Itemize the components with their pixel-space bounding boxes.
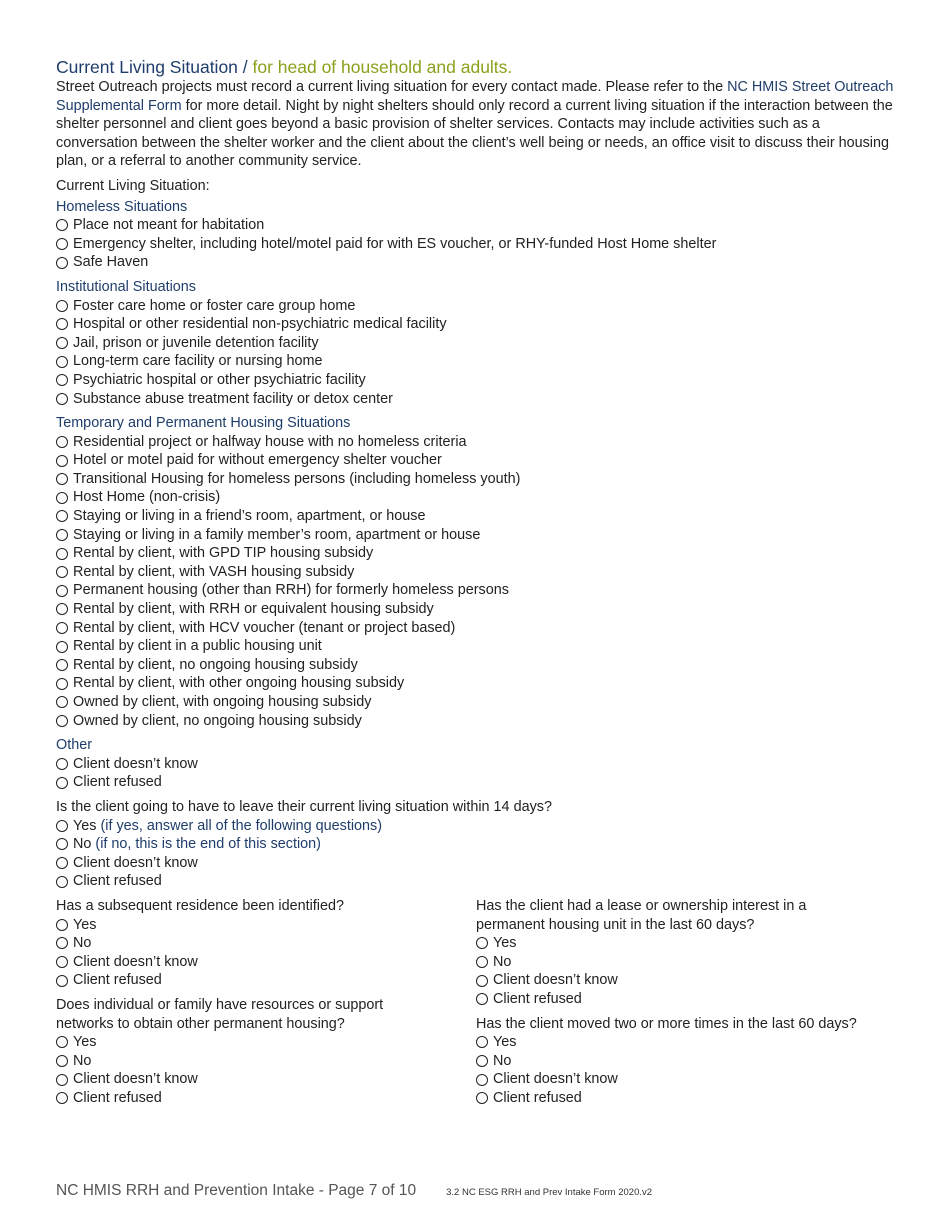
option-label: Client doesn’t know — [73, 1071, 198, 1088]
page-footer — [56, 1182, 652, 1200]
lease-question — [476, 897, 894, 934]
radio-circle-icon[interactable] — [56, 300, 68, 312]
question-line-2: permanent housing unit in the last 60 days? — [476, 916, 755, 933]
supplemental-form-link[interactable]: NC HMIS Street Outreach Supplemental Form — [56, 79, 894, 114]
radio-circle-icon[interactable] — [56, 473, 68, 485]
option-label: Yes — [493, 935, 517, 952]
radio-option[interactable] — [56, 1052, 476, 1071]
radio-circle-icon[interactable] — [56, 641, 68, 653]
radio-circle-icon[interactable] — [56, 393, 68, 405]
radio-circle-icon[interactable] — [56, 356, 68, 368]
radio-circle-icon[interactable] — [56, 838, 68, 850]
radio-option[interactable] — [476, 1089, 894, 1108]
option-label: No — [73, 1052, 92, 1069]
option-label: Yes — [73, 916, 97, 933]
radio-circle-icon[interactable] — [476, 937, 488, 949]
temporary-options — [56, 433, 894, 731]
radio-circle-icon[interactable] — [56, 937, 68, 949]
radio-option[interactable] — [56, 693, 894, 712]
radio-option-yes[interactable] — [56, 817, 894, 836]
radio-circle-icon[interactable] — [56, 876, 68, 888]
radio-circle-icon[interactable] — [56, 1036, 68, 1048]
radio-option[interactable] — [56, 390, 894, 409]
option-label: No — [493, 953, 512, 970]
option-label: Owned by client, with ongoing housing subsidy — [73, 694, 372, 710]
radio-circle-icon[interactable] — [56, 758, 68, 770]
followup-questions — [56, 897, 894, 1108]
radio-option[interactable] — [476, 1052, 894, 1071]
radio-option[interactable] — [56, 934, 476, 953]
intro-text-2: for more detail. Night by night shelters should only record a current living situation if the interaction between the shelter personnel and client goes beyond a basic provision of shelter services. Contacts may include activities such as a conversation between the shelter worker and the client about the client’s well being or needs, an office visit to discuss their housing plan, or a referral to another community service. — [56, 97, 893, 170]
option-label: Long-term care facility or nursing home — [73, 353, 323, 370]
option-label: Client refused — [73, 1089, 162, 1106]
radio-option[interactable] — [56, 600, 894, 619]
radio-option[interactable] — [56, 953, 476, 972]
option-label: Client doesn’t know — [73, 755, 198, 772]
radio-circle-icon[interactable] — [476, 975, 488, 987]
radio-option[interactable] — [56, 371, 894, 390]
radio-circle-icon[interactable] — [56, 318, 68, 330]
option-label: Client doesn’t know — [493, 1071, 618, 1088]
option-label: Staying or living in a friend’s room, apartment, or house — [73, 508, 426, 525]
other-options — [56, 755, 894, 792]
radio-circle-icon[interactable] — [476, 1055, 488, 1067]
option-label: Rental by client, no ongoing housing subsidy — [73, 656, 358, 673]
option-label: Client refused — [73, 774, 162, 791]
radio-circle-icon[interactable] — [56, 1092, 68, 1104]
radio-circle-icon[interactable] — [56, 238, 68, 250]
radio-circle-icon[interactable] — [56, 1055, 68, 1067]
radio-option[interactable] — [56, 674, 894, 693]
option-label: Hotel or motel paid for without emergency shelter voucher — [73, 452, 442, 469]
radio-circle-icon[interactable] — [56, 436, 68, 448]
radio-circle-icon[interactable] — [56, 510, 68, 522]
radio-option[interactable] — [56, 470, 894, 489]
institutional-heading: Institutional Situations — [56, 278, 196, 295]
option-label: Permanent housing (other than RRH) for formerly homeless persons — [73, 582, 509, 599]
option-label: Client refused — [73, 972, 162, 989]
radio-circle-icon[interactable] — [56, 659, 68, 671]
radio-option[interactable] — [56, 297, 894, 316]
intro-text-1: Street Outreach projects must record a current living situation for every contact made. Please refer to the — [56, 79, 728, 95]
radio-circle-icon[interactable] — [56, 548, 68, 560]
option-label: Psychiatric hospital or other psychiatric facility — [73, 371, 366, 388]
radio-circle-icon[interactable] — [476, 956, 488, 968]
radio-circle-icon[interactable] — [56, 622, 68, 634]
radio-option[interactable] — [56, 637, 894, 656]
form-page — [56, 56, 894, 1107]
question-line-2: networks to obtain other permanent housing? — [56, 1015, 345, 1032]
option-label: Place not meant for habitation — [73, 217, 265, 234]
option-label: No — [73, 935, 92, 952]
option-note: (if yes, answer all of the following questions) — [100, 817, 383, 834]
radio-option[interactable] — [56, 712, 894, 731]
option-label: Foster care home or foster care group home — [73, 297, 356, 314]
radio-option[interactable] — [56, 544, 894, 563]
moved-question: Has the client moved two or more times in the last 60 days? — [476, 1015, 857, 1032]
title-main: Current Living Situation — [56, 57, 238, 77]
homeless-options — [56, 216, 894, 272]
radio-option[interactable] — [56, 656, 894, 675]
radio-option[interactable] — [56, 315, 894, 334]
radio-option[interactable] — [56, 526, 894, 545]
radio-option[interactable] — [56, 971, 476, 990]
option-label: Rental by client, with VASH housing subsidy — [73, 563, 355, 580]
title-separator: / — [237, 57, 253, 77]
option-label: Host Home (non-crisis) — [73, 489, 221, 506]
footer-version: 3.2 NC ESG RRH and Prev Intake Form 2020.v2 — [446, 1187, 653, 1198]
radio-option-dk[interactable] — [56, 854, 894, 873]
option-label: Jail, prison or juvenile detention facility — [73, 334, 319, 351]
radio-option[interactable] — [56, 488, 894, 507]
option-label: Client refused — [493, 990, 582, 1007]
radio-option[interactable] — [56, 1033, 476, 1052]
radio-circle-icon[interactable] — [56, 603, 68, 615]
option-label: Client refused — [73, 873, 162, 890]
radio-circle-icon[interactable] — [56, 1074, 68, 1086]
option-label: Safe Haven — [73, 254, 149, 271]
section-title — [56, 56, 894, 78]
radio-circle-icon[interactable] — [56, 337, 68, 349]
option-label: Emergency shelter, including hotel/motel paid for with ES voucher, or RHY-funded Host Home shelter — [73, 235, 717, 252]
radio-option-refused[interactable] — [56, 872, 894, 891]
radio-option[interactable] — [56, 1089, 476, 1108]
intro-paragraph — [56, 78, 894, 171]
radio-option[interactable] — [56, 507, 894, 526]
option-label: Client doesn’t know — [493, 972, 618, 989]
question-line-1: Does individual or family have resources or support — [56, 996, 384, 1013]
radio-option[interactable] — [56, 563, 894, 582]
option-label: Rental by client, with other ongoing housing subsidy — [73, 675, 405, 692]
radio-circle-icon[interactable] — [56, 678, 68, 690]
left-column — [56, 897, 476, 1108]
question-line-1: Has the client had a lease or ownership interest in a — [476, 897, 807, 914]
option-label: Residential project or halfway house with no homeless criteria — [73, 433, 467, 450]
radio-option[interactable] — [56, 773, 894, 792]
other-heading: Other — [56, 737, 92, 754]
radio-circle-icon[interactable] — [56, 919, 68, 931]
radio-circle-icon[interactable] — [56, 956, 68, 968]
option-label: Owned by client, no ongoing housing subsidy — [73, 712, 362, 729]
radio-option[interactable] — [56, 451, 894, 470]
radio-option[interactable] — [56, 253, 894, 272]
leave-question: Is the client going to have to leave their current living situation within 14 days? — [56, 798, 552, 815]
option-label: Yes — [493, 1034, 517, 1051]
radio-option[interactable] — [476, 1070, 894, 1089]
option-label: No — [73, 836, 92, 853]
radio-circle-icon[interactable] — [56, 566, 68, 578]
option-label: Yes — [73, 817, 97, 834]
option-label: Client doesn’t know — [73, 953, 198, 970]
radio-option[interactable] — [56, 433, 894, 452]
option-label: Hospital or other residential non-psychiatric medical facility — [73, 316, 447, 333]
option-note: (if no, this is the end of this section) — [95, 836, 321, 853]
option-label: Yes — [73, 1034, 97, 1051]
radio-option[interactable] — [476, 971, 894, 990]
radio-option[interactable] — [56, 619, 894, 638]
radio-circle-icon[interactable] — [56, 777, 68, 789]
option-label: Rental by client, with RRH or equivalent housing subsidy — [73, 601, 434, 618]
leave-options — [56, 817, 894, 891]
temporary-heading: Temporary and Permanent Housing Situations — [56, 415, 351, 432]
option-label: Client doesn’t know — [73, 854, 198, 871]
footer-page-label: NC HMIS RRH and Prevention Intake - Page 7 of 10 — [56, 1182, 417, 1199]
radio-circle-icon[interactable] — [476, 1036, 488, 1048]
radio-option[interactable] — [56, 216, 894, 235]
title-subtitle: for head of household and adults. — [252, 57, 513, 77]
radio-option[interactable] — [476, 1033, 894, 1052]
option-label: Client refused — [493, 1089, 582, 1106]
radio-circle-icon[interactable] — [476, 1092, 488, 1104]
radio-circle-icon[interactable] — [56, 529, 68, 541]
radio-option[interactable] — [56, 334, 894, 353]
radio-option[interactable] — [56, 916, 476, 935]
radio-option[interactable] — [56, 581, 894, 600]
radio-circle-icon[interactable] — [56, 857, 68, 869]
homeless-heading: Homeless Situations — [56, 198, 188, 215]
radio-circle-icon[interactable] — [56, 257, 68, 269]
radio-option[interactable] — [56, 235, 894, 254]
radio-option[interactable] — [476, 934, 894, 953]
option-label: Transitional Housing for homeless persons (including homeless youth) — [73, 470, 521, 487]
radio-option[interactable] — [476, 990, 894, 1009]
radio-circle-icon[interactable] — [56, 715, 68, 727]
option-label: Rental by client, with HCV voucher (tenant or project based) — [73, 619, 456, 636]
radio-circle-icon[interactable] — [56, 374, 68, 386]
radio-circle-icon[interactable] — [56, 219, 68, 231]
right-column — [476, 897, 894, 1108]
cls-label: Current Living Situation: — [56, 177, 210, 194]
option-label: Staying or living in a family member’s room, apartment or house — [73, 526, 481, 543]
institutional-options — [56, 297, 894, 409]
radio-circle-icon[interactable] — [476, 1074, 488, 1086]
radio-option[interactable] — [56, 1070, 476, 1089]
radio-circle-icon[interactable] — [476, 993, 488, 1005]
radio-circle-icon[interactable] — [56, 820, 68, 832]
radio-option[interactable] — [56, 755, 894, 774]
option-label: No — [493, 1052, 512, 1069]
radio-circle-icon[interactable] — [56, 492, 68, 504]
radio-circle-icon[interactable] — [56, 696, 68, 708]
option-label: Substance abuse treatment facility or detox center — [73, 390, 393, 407]
subsequent-residence-question: Has a subsequent residence been identified? — [56, 897, 345, 914]
radio-option[interactable] — [56, 352, 894, 371]
option-label: Rental by client, with GPD TIP housing subsidy — [73, 545, 374, 562]
radio-circle-icon[interactable] — [56, 585, 68, 597]
resources-question — [56, 996, 476, 1033]
option-label: Rental by client in a public housing unit — [73, 638, 322, 655]
radio-circle-icon[interactable] — [56, 975, 68, 987]
radio-option-no[interactable] — [56, 835, 894, 854]
radio-circle-icon[interactable] — [56, 455, 68, 467]
radio-option[interactable] — [476, 953, 894, 972]
